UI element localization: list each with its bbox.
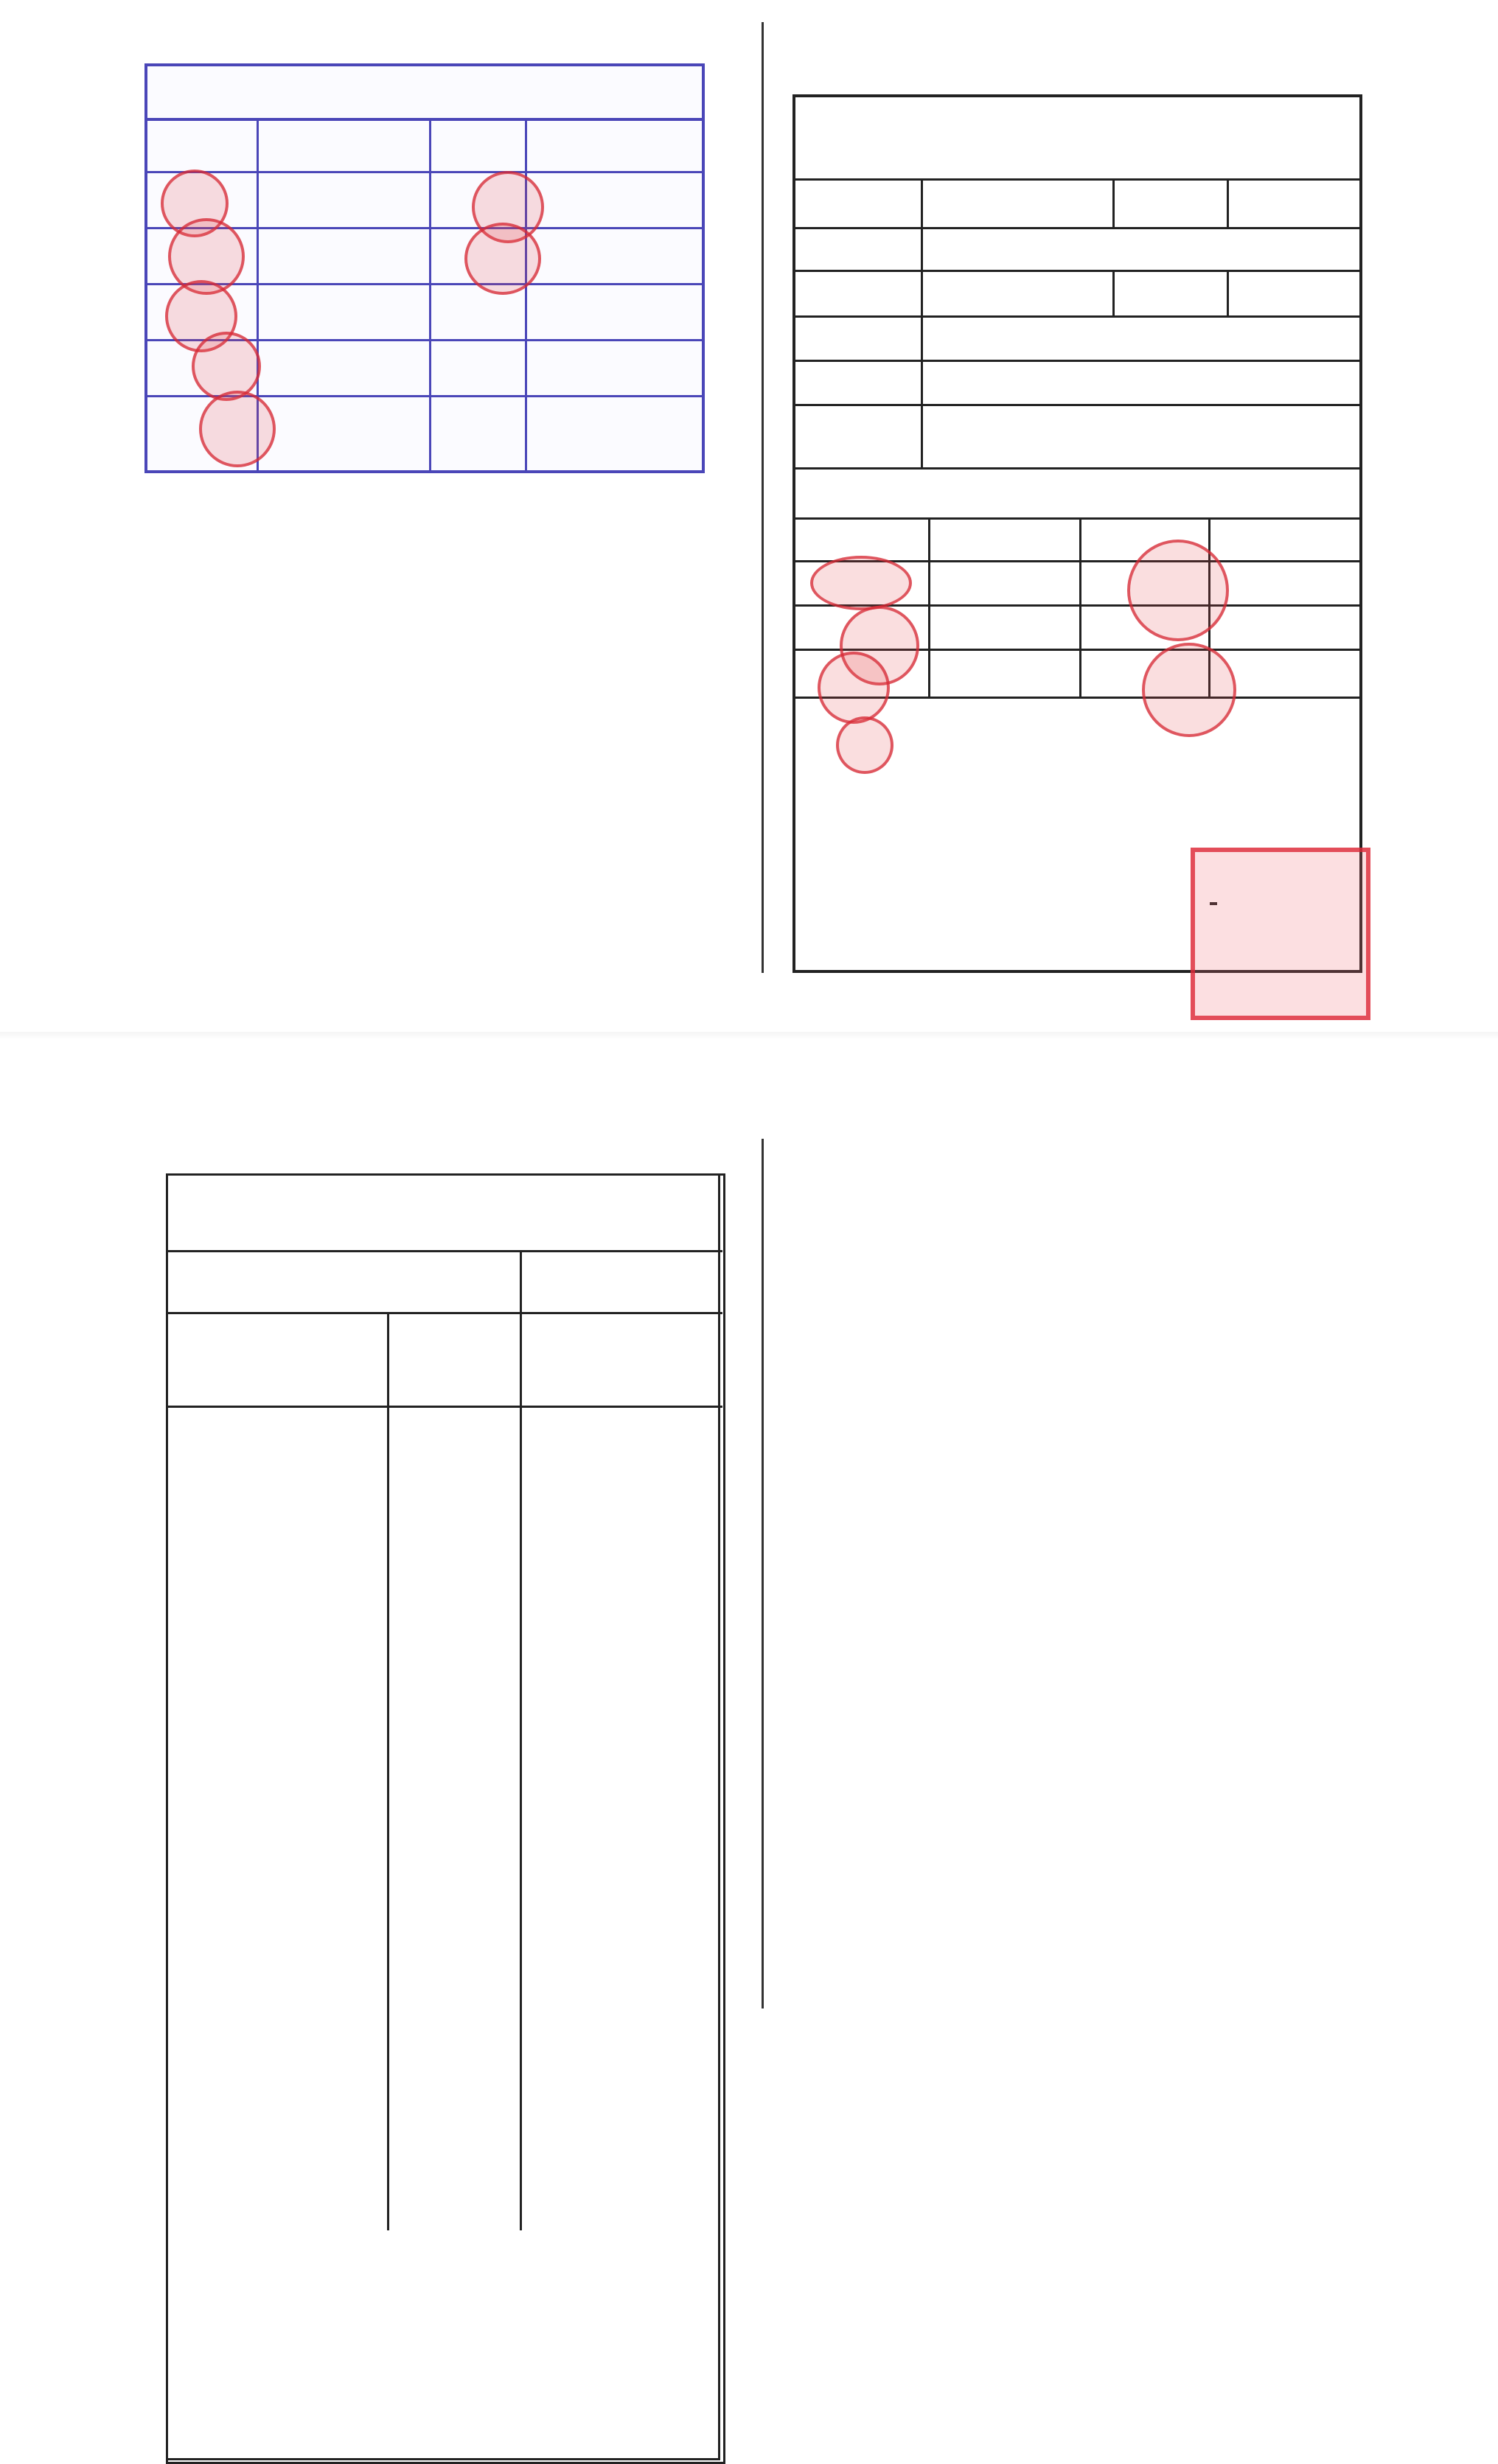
cap-header-year-2 xyxy=(431,121,527,171)
reg-row-other-business xyxy=(795,360,1359,406)
cap-header-amount-2 xyxy=(527,121,700,171)
reg-vline xyxy=(921,318,923,362)
reg-vline xyxy=(921,406,923,470)
red-seal-stamp xyxy=(192,332,261,401)
fold-line-bottom xyxy=(762,1139,764,2008)
cap-vline-3 xyxy=(525,121,527,470)
red-seal-stamp xyxy=(810,556,912,610)
cap-vline-2 xyxy=(429,121,431,470)
cap-header-amount-1 xyxy=(258,121,428,171)
reg-vline xyxy=(1112,272,1115,318)
capability-evaluation-table xyxy=(144,63,705,473)
red-seal-stamp xyxy=(1142,643,1236,737)
red-seal-stamp xyxy=(1127,540,1229,641)
reg-vline xyxy=(1227,181,1229,229)
reg-row-business-type xyxy=(795,178,1359,229)
registration-certificate xyxy=(792,94,1362,973)
reg-vline xyxy=(921,229,923,272)
reg-vline xyxy=(921,181,923,229)
left-panel-border xyxy=(166,1173,720,2460)
reg-vline xyxy=(1227,272,1229,318)
reg-row-company xyxy=(795,227,1359,272)
reg-row-representative xyxy=(795,270,1359,318)
cap-header-year-1 xyxy=(147,121,258,171)
fold-line-top xyxy=(762,22,764,973)
red-seal-stamp xyxy=(199,391,276,467)
reg-eval-header xyxy=(795,517,1359,562)
cap-hline-1 xyxy=(147,171,702,173)
reg-vline xyxy=(1112,181,1115,229)
page-edge-shadow xyxy=(0,1032,1498,1039)
red-seal-stamp xyxy=(818,652,890,724)
red-seal-stamp xyxy=(836,716,893,774)
red-seal-stamp xyxy=(464,223,541,295)
reg-vline xyxy=(921,272,923,318)
reg-row-eval-caption xyxy=(795,467,1359,520)
official-fire-chief-seal xyxy=(1191,848,1370,1020)
reg-row-capital xyxy=(795,404,1359,470)
reg-vline xyxy=(921,362,923,406)
certificate-title xyxy=(795,97,1359,178)
reg-row-address xyxy=(795,315,1359,362)
capability-table-title xyxy=(147,66,702,121)
